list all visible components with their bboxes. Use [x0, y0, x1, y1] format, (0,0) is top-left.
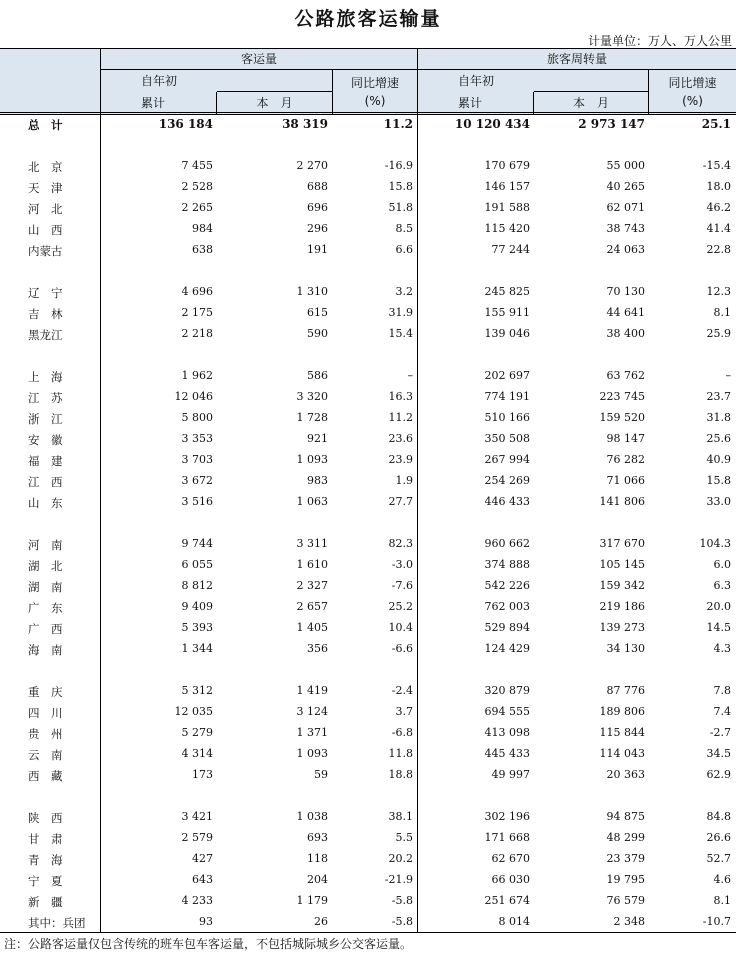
cell-value: 34 130 [606, 642, 645, 655]
cell-value: 7.4 [713, 705, 731, 718]
table-row [0, 639, 736, 660]
cell-value: 302 196 [484, 810, 530, 823]
table-row [0, 366, 736, 387]
cell-value: 18.0 [706, 180, 731, 193]
cell-value: 3 320 [296, 390, 328, 403]
cell-value: 87 776 [606, 684, 645, 697]
header-stub [0, 48, 101, 114]
region-name: 宁 夏 [28, 874, 63, 888]
cell-value: 141 806 [599, 495, 645, 508]
cell-value: 2 218 [181, 327, 213, 340]
page-title: 公路旅客运输量 [294, 8, 442, 30]
region-name: 黑龙江 [28, 328, 63, 342]
cell-value: 63 762 [606, 369, 645, 382]
cell-value: 643 [192, 873, 213, 886]
cell-value: 350 508 [484, 432, 530, 445]
cell-value: 94 875 [606, 810, 645, 823]
cell-value: 25.6 [706, 432, 731, 445]
cell-value: -5.8 [391, 915, 413, 928]
cell-value: 445 433 [484, 747, 530, 760]
cell-value: 2 579 [181, 831, 213, 844]
cell-value: 6 055 [181, 558, 213, 571]
group-spacer [0, 786, 736, 807]
cell-value: 921 [307, 432, 328, 445]
table-row [0, 597, 736, 618]
cell-value: 413 098 [484, 726, 530, 739]
cell-value: 1 419 [296, 684, 328, 697]
cell-value: 317 670 [599, 537, 645, 550]
table-row [0, 408, 736, 429]
cell-value: 23.7 [706, 390, 731, 403]
cell-value: 26 [314, 915, 328, 928]
cell-value: 223 745 [599, 390, 645, 403]
cell-value: 427 [192, 852, 213, 865]
cell-value: 2 348 [613, 915, 645, 928]
cell-value: 139 273 [599, 621, 645, 634]
cell-value: 115 420 [484, 222, 530, 235]
cell-value: 34.5 [706, 747, 731, 760]
region-name: 湖 北 [28, 559, 63, 573]
region-name: 海 南 [28, 643, 63, 657]
cell-value: 38.1 [388, 810, 413, 823]
cell-value: 55 000 [606, 159, 645, 172]
region-name: 北 京 [28, 160, 63, 174]
table-row [0, 240, 736, 261]
cell-value: 8.5 [395, 222, 413, 235]
footnote: 注：公路客运量仅包含传统的班车包车客运量，不包括城际城乡公交客运量。 [4, 937, 413, 951]
region-name: 辽 宁 [28, 286, 63, 300]
cell-value: 638 [192, 243, 213, 256]
cell-value: 40.9 [706, 453, 731, 466]
region-name: 青 海 [28, 853, 63, 867]
cell-value: 4 314 [181, 747, 213, 760]
cell-value: 5 393 [181, 621, 213, 634]
region-name: 广 东 [28, 601, 63, 615]
table-row [0, 471, 736, 492]
cell-value: 98 147 [606, 432, 645, 445]
cell-value: 446 433 [484, 495, 530, 508]
region-name: 广 西 [28, 622, 63, 636]
cell-value: -15.4 [702, 159, 731, 172]
cell-value: 25.1 [701, 117, 731, 131]
cell-value: 202 697 [484, 369, 530, 382]
cell-value: 49 997 [491, 768, 530, 781]
cell-value: 12 035 [174, 705, 213, 718]
cell-value: 5.5 [395, 831, 413, 844]
region-name: 山 西 [28, 223, 63, 237]
region-name: 新 疆 [28, 895, 63, 909]
table-row [0, 807, 736, 828]
cell-value: 296 [307, 222, 328, 235]
cell-value: 4 233 [181, 894, 213, 907]
cell-value: 586 [307, 369, 328, 382]
cell-value: 1.9 [395, 474, 413, 487]
cell-value: 6.3 [713, 579, 731, 592]
cell-value: 159 342 [599, 579, 645, 592]
region-name: 上 海 [28, 370, 63, 384]
cell-value: 8.1 [713, 894, 731, 907]
table-row [0, 555, 736, 576]
cell-value: 71 066 [606, 474, 645, 487]
cell-value: 191 588 [484, 201, 530, 214]
header-month-1: 本 月 [217, 92, 332, 114]
table-row [0, 156, 736, 177]
cell-value: 139 046 [484, 327, 530, 340]
cell-value: 46.2 [706, 201, 731, 214]
cell-value: 16.3 [388, 390, 413, 403]
cell-value: 1 038 [296, 810, 328, 823]
cell-value: 170 679 [484, 159, 530, 172]
cell-value: 615 [307, 306, 328, 319]
cell-value: 5 800 [181, 411, 213, 424]
cell-value: 9 744 [181, 537, 213, 550]
cell-value: 114 043 [599, 747, 645, 760]
cell-value: 3 672 [181, 474, 213, 487]
cell-value: 14.5 [706, 621, 731, 634]
cell-value: -2.7 [709, 726, 731, 739]
cell-value: 23 379 [606, 852, 645, 865]
cell-value: 27.7 [388, 495, 413, 508]
cell-value: 19 795 [606, 873, 645, 886]
cell-value: 31.9 [388, 306, 413, 319]
cell-value: 1 610 [296, 558, 328, 571]
group-spacer [0, 660, 736, 681]
cell-value: 320 879 [484, 684, 530, 697]
cell-value: 9 409 [181, 600, 213, 613]
cell-value: 1 405 [296, 621, 328, 634]
cell-value: -6.8 [391, 726, 413, 739]
cell-value: 8 014 [498, 915, 530, 928]
cell-value: 62 670 [491, 852, 530, 865]
cell-value: 15.4 [388, 327, 413, 340]
cell-value: 3.7 [395, 705, 413, 718]
region-name: 西 藏 [28, 769, 63, 783]
cell-value: 2 327 [296, 579, 328, 592]
cell-value: 38 319 [282, 117, 328, 131]
table-row [0, 912, 736, 933]
cell-value: 33.0 [706, 495, 731, 508]
cell-value: 20.0 [706, 600, 731, 613]
header-passenger-volume: 客运量 [101, 48, 417, 70]
cell-value: 76 579 [606, 894, 645, 907]
group-spacer [0, 261, 736, 282]
cell-value: 960 662 [484, 537, 530, 550]
header-yoy-bottom-2: (%) [649, 92, 736, 114]
cell-value: 23.9 [388, 453, 413, 466]
cell-value: 4.6 [713, 873, 731, 886]
cell-value: 173 [192, 768, 213, 781]
cell-value: 4.3 [713, 642, 731, 655]
cell-value: 204 [307, 873, 328, 886]
cell-value: 5 312 [181, 684, 213, 697]
cell-value: 3 311 [296, 537, 328, 550]
cell-value: 254 269 [484, 474, 530, 487]
header-month-2: 本 月 [534, 92, 648, 114]
cell-value: 70 130 [606, 285, 645, 298]
cell-value: 245 825 [484, 285, 530, 298]
region-name: 浙 江 [28, 412, 63, 426]
table-row [0, 828, 736, 849]
cell-value: 2 270 [296, 159, 328, 172]
header-passenger-turnover: 旅客周转量 [418, 48, 736, 70]
table-row [0, 870, 736, 891]
cell-value: -5.8 [391, 894, 413, 907]
cell-value: 4 696 [181, 285, 213, 298]
cell-value: 2 265 [181, 201, 213, 214]
cell-value: 3 353 [181, 432, 213, 445]
group-spacer [0, 345, 736, 366]
cell-value: 1 093 [296, 453, 328, 466]
cell-value: 2 528 [181, 180, 213, 193]
region-name: 吉 林 [28, 307, 63, 321]
table-row [0, 198, 736, 219]
cell-value: – [407, 369, 413, 382]
cell-value: – [725, 369, 731, 382]
table-row [0, 681, 736, 702]
cell-value: 20.2 [388, 852, 413, 865]
table-row [0, 765, 736, 786]
cell-value: 31.8 [706, 411, 731, 424]
cell-value: 8 812 [181, 579, 213, 592]
table-row [0, 429, 736, 450]
cell-value: 15.8 [388, 180, 413, 193]
cell-value: 251 674 [484, 894, 530, 907]
cell-value: 1 179 [296, 894, 328, 907]
cell-value: -16.9 [384, 159, 413, 172]
cell-value: 118 [307, 852, 328, 865]
header-ytd-bottom-1: 累计 [101, 92, 216, 114]
cell-value: 11.8 [388, 747, 413, 760]
cell-value: 93 [199, 915, 213, 928]
region-name: 甘 肃 [28, 832, 63, 846]
cell-value: 84.8 [706, 810, 731, 823]
cell-value: 62.9 [706, 768, 731, 781]
table-row [0, 450, 736, 471]
cell-value: -6.6 [391, 642, 413, 655]
cell-value: 7.8 [713, 684, 731, 697]
cell-value: 3.2 [395, 285, 413, 298]
region-name: 江 苏 [28, 391, 63, 405]
cell-value: 1 962 [181, 369, 213, 382]
cell-value: 1 310 [296, 285, 328, 298]
cell-value: 2 657 [296, 600, 328, 613]
cell-value: 6.0 [713, 558, 731, 571]
cell-value: 6.6 [395, 243, 413, 256]
cell-value: 155 911 [484, 306, 530, 319]
cell-value: 38 400 [606, 327, 645, 340]
cell-value: 529 894 [484, 621, 530, 634]
table-row [0, 219, 736, 240]
cell-value: 356 [307, 642, 328, 655]
cell-value: 11.2 [383, 117, 413, 131]
cell-value: 1 344 [181, 642, 213, 655]
cell-value: 26.6 [706, 831, 731, 844]
region-name: 湖 南 [28, 580, 63, 594]
table-row [0, 303, 736, 324]
header-ytd-bottom-2: 累计 [418, 92, 533, 114]
region-name: 内蒙古 [28, 244, 63, 258]
cell-value: 48 299 [606, 831, 645, 844]
cell-value: 23.6 [388, 432, 413, 445]
table-header [0, 48, 736, 114]
cell-value: 51.8 [388, 201, 413, 214]
cell-value: 159 520 [599, 411, 645, 424]
cell-value: 374 888 [484, 558, 530, 571]
cell-value: 10 120 434 [454, 117, 530, 131]
header-yoy-top-1: 同比增速 [333, 70, 417, 92]
cell-value: 1 728 [296, 411, 328, 424]
cell-value: -7.6 [391, 579, 413, 592]
region-name: 陕 西 [28, 811, 63, 825]
cell-value: 62 071 [606, 201, 645, 214]
cell-value: 3 124 [296, 705, 328, 718]
table-row [0, 177, 736, 198]
region-name: 河 南 [28, 538, 63, 552]
cell-value: 510 166 [484, 411, 530, 424]
cell-value: 694 555 [484, 705, 530, 718]
unit-label: 计量单位：万人、万人公里 [587, 34, 732, 48]
cell-value: 124 429 [484, 642, 530, 655]
cell-value: 1 093 [296, 747, 328, 760]
cell-value: -21.9 [384, 873, 413, 886]
cell-value: -10.7 [702, 915, 731, 928]
cell-value: 25.9 [706, 327, 731, 340]
cell-value: 3 421 [181, 810, 213, 823]
cell-value: 82.3 [388, 537, 413, 550]
table-row [0, 387, 736, 408]
table-row [0, 282, 736, 303]
table-row [0, 744, 736, 765]
cell-value: 11.2 [388, 411, 413, 424]
region-name: 河 北 [28, 202, 63, 216]
cell-value: 59 [314, 768, 328, 781]
cell-value: 189 806 [599, 705, 645, 718]
region-name: 贵 州 [28, 727, 63, 741]
cell-value: 115 844 [599, 726, 645, 739]
table-row [0, 849, 736, 870]
region-name: 总 计 [28, 118, 63, 132]
cell-value: 40 265 [606, 180, 645, 193]
table-row [0, 618, 736, 639]
group-spacer [0, 513, 736, 534]
cell-value: 267 994 [484, 453, 530, 466]
cell-value: 542 226 [484, 579, 530, 592]
cell-value: 38 743 [606, 222, 645, 235]
cell-value: 20 363 [606, 768, 645, 781]
region-name: 其中：兵团 [28, 916, 86, 930]
cell-value: 171 668 [484, 831, 530, 844]
cell-value: 590 [307, 327, 328, 340]
total-row [0, 114, 736, 135]
header-ytd-top-1: 自年初 [101, 70, 332, 92]
region-name: 云 南 [28, 748, 63, 762]
header-ytd-top-2: 自年初 [418, 70, 648, 92]
table-row [0, 534, 736, 555]
cell-value: 3 516 [181, 495, 213, 508]
cell-value: 984 [192, 222, 213, 235]
cell-value: 219 186 [599, 600, 645, 613]
cell-value: 146 157 [484, 180, 530, 193]
cell-value: 76 282 [606, 453, 645, 466]
cell-value: -3.0 [391, 558, 413, 571]
cell-value: 5 279 [181, 726, 213, 739]
table-row [0, 576, 736, 597]
table-row [0, 723, 736, 744]
cell-value: 136 184 [158, 117, 213, 131]
region-name: 福 建 [28, 454, 63, 468]
group-spacer [0, 135, 736, 156]
cell-value: 8.1 [713, 306, 731, 319]
region-name: 安 徽 [28, 433, 63, 447]
cell-value: 983 [307, 474, 328, 487]
cell-value: 105 145 [599, 558, 645, 571]
cell-value: 3 703 [181, 453, 213, 466]
cell-value: 12.3 [706, 285, 731, 298]
region-name: 山 东 [28, 496, 63, 510]
region-name: 天 津 [28, 181, 63, 195]
cell-value: 12 046 [174, 390, 213, 403]
cell-value: 693 [307, 831, 328, 844]
table-body [0, 114, 736, 933]
header-yoy-bottom-1: (%) [333, 92, 417, 114]
region-name: 四 川 [28, 706, 63, 720]
cell-value: 688 [307, 180, 328, 193]
cell-value: 18.8 [388, 768, 413, 781]
cell-value: 44 641 [606, 306, 645, 319]
cell-value: 191 [307, 243, 328, 256]
cell-value: 104.3 [699, 537, 731, 550]
cell-value: 2 175 [181, 306, 213, 319]
table-row [0, 702, 736, 723]
cell-value: 52.7 [706, 852, 731, 865]
cell-value: 1 063 [296, 495, 328, 508]
cell-value: 66 030 [491, 873, 530, 886]
cell-value: 25.2 [388, 600, 413, 613]
cell-value: 7 455 [181, 159, 213, 172]
table-row [0, 324, 736, 345]
cell-value: 77 244 [491, 243, 530, 256]
cell-value: 774 191 [484, 390, 530, 403]
cell-value: 696 [307, 201, 328, 214]
cell-value: 41.4 [706, 222, 731, 235]
table-row [0, 492, 736, 513]
cell-value: 22.8 [706, 243, 731, 256]
region-name: 江 西 [28, 475, 63, 489]
header-yoy-top-2: 同比增速 [649, 70, 736, 92]
cell-value: 15.8 [706, 474, 731, 487]
cell-value: 762 003 [484, 600, 530, 613]
cell-value: -2.4 [391, 684, 413, 697]
table-row [0, 891, 736, 912]
cell-value: 1 371 [296, 726, 328, 739]
cell-value: 2 973 147 [578, 117, 645, 131]
region-name: 重 庆 [28, 685, 63, 699]
cell-value: 10.4 [388, 621, 413, 634]
cell-value: 24 063 [606, 243, 645, 256]
